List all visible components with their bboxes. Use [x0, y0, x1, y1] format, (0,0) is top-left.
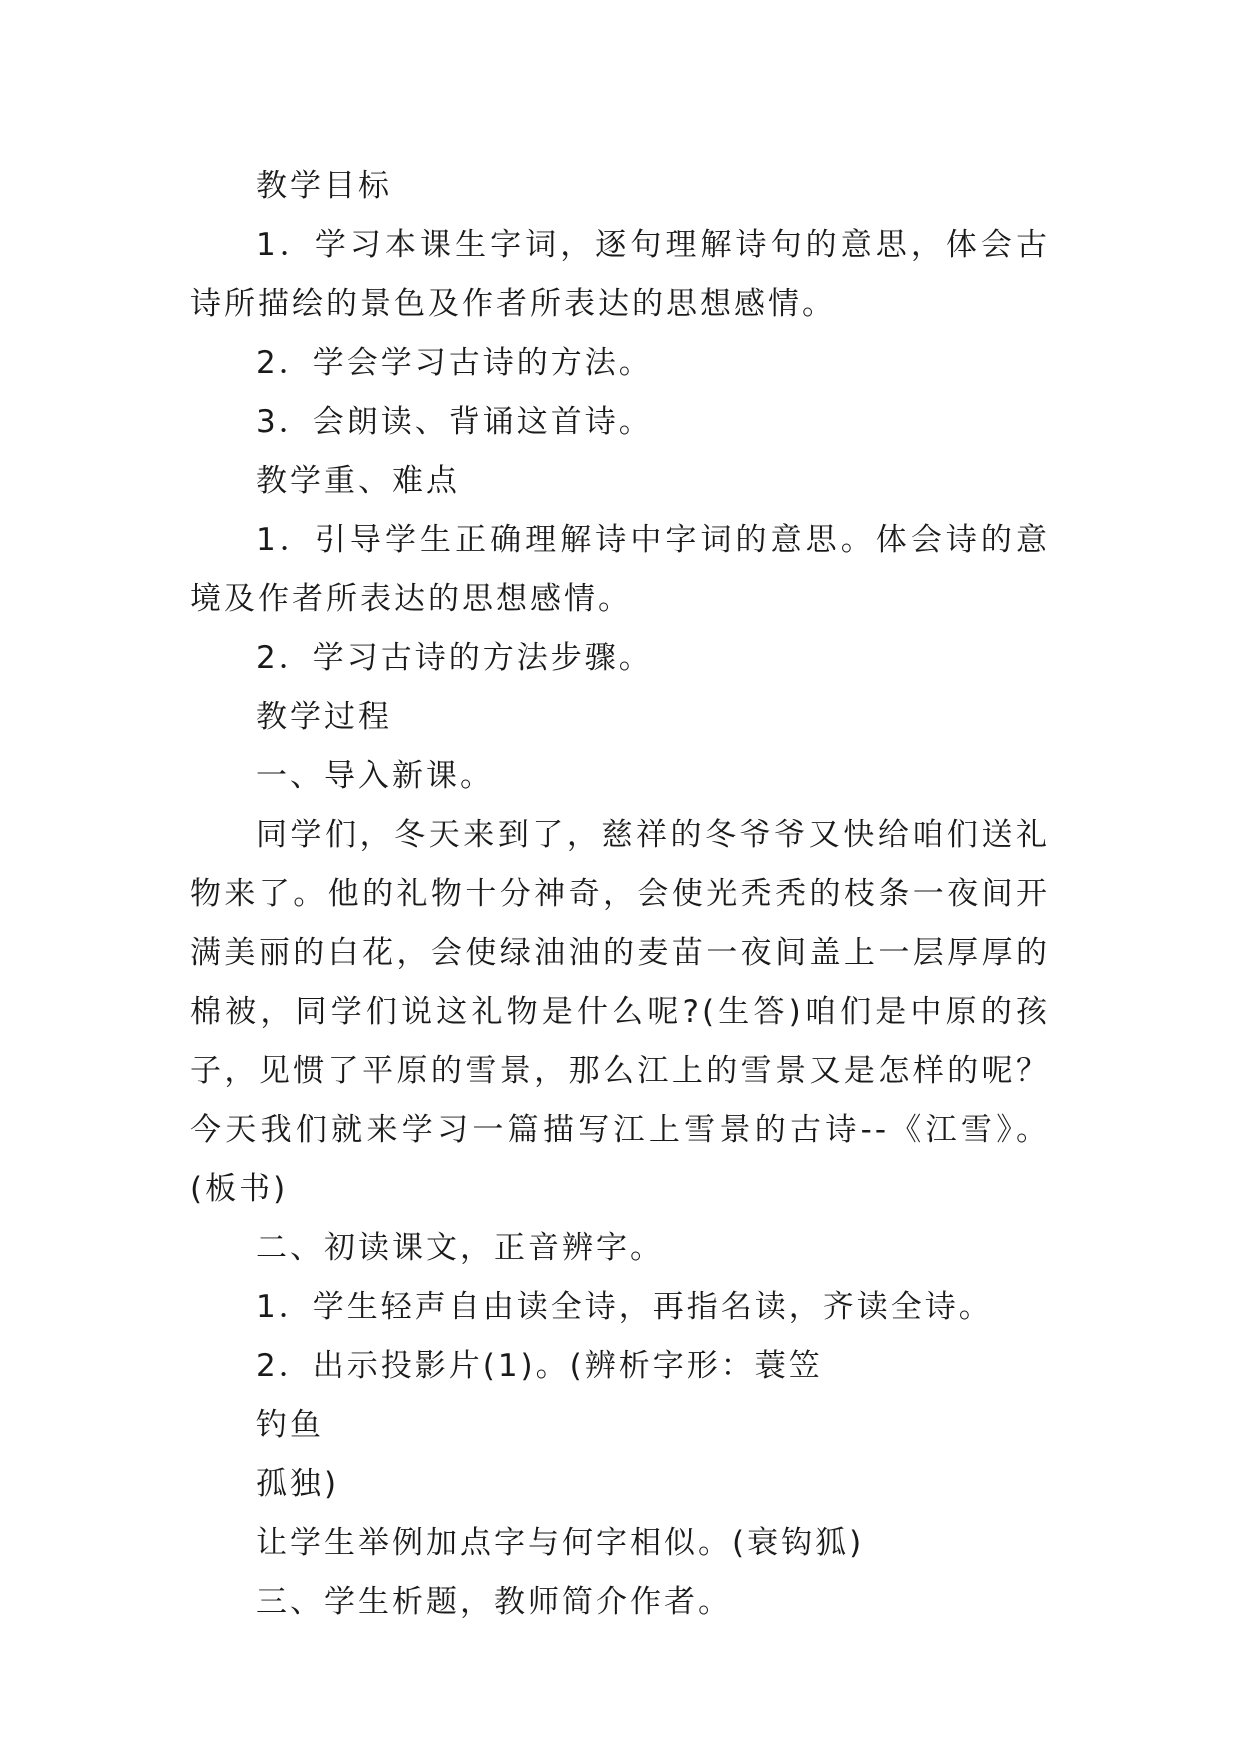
process-step-2-note: 让学生举例加点字与何字相似。(衰钩狐) — [256, 1525, 865, 1561]
key-point-item-2: 2．学习古诗的方法步骤。 — [256, 640, 653, 676]
process-step-1-body: 同学们，冬天来到了，慈祥的冬爷爷又快给咱们送礼物来了。他的礼物十分神奇，会使光秃秃的枝条一夜间开满美丽的白花，会使绿油油的麦苗一夜间盖上一层厚厚的棉被，同学们说这礼物是什么呢?(生答)咱们是中原的孩子，见惯了平原的雪景，那么江上的雪景又是怎样的呢？今天我们就来学习一篇描写江上雪景的古诗--《江雪》。(板书) — [190, 817, 1050, 1207]
objective-item-1: 1．学习本课生字词，逐句理解诗句的意思，体会古诗所描绘的景色及作者所表达的思想感情。 — [190, 227, 1050, 322]
process-step-2-heading: 二、初读课文，正音辨字。 — [256, 1230, 664, 1266]
objective-item-3: 3．会朗读、背诵这首诗。 — [256, 404, 653, 440]
section-heading-objectives: 教学目标 — [256, 168, 392, 204]
section-heading-key-points: 教学重、难点 — [256, 463, 460, 499]
objective-item-2: 2．学会学习古诗的方法。 — [256, 345, 653, 381]
document-body — [190, 157, 1050, 1632]
process-step-2-item-2-line-2: 钓鱼 — [256, 1407, 324, 1443]
process-step-2-item-1: 1．学生轻声自由读全诗，再指名读，齐读全诗。 — [256, 1289, 993, 1325]
process-step-2-item-2-line-3: 孤独) — [256, 1466, 340, 1502]
key-point-item-1: 1．引导学生正确理解诗中字词的意思。体会诗的意境及作者所表达的思想感情。 — [190, 522, 1050, 617]
process-step-3-heading: 三、学生析题，教师简介作者。 — [256, 1584, 732, 1620]
section-heading-process: 教学过程 — [256, 699, 392, 735]
process-step-1-heading: 一、导入新课。 — [256, 758, 494, 794]
process-step-2-item-2: 2．出示投影片(1)。(辨析字形：蓑笠 — [256, 1348, 823, 1384]
